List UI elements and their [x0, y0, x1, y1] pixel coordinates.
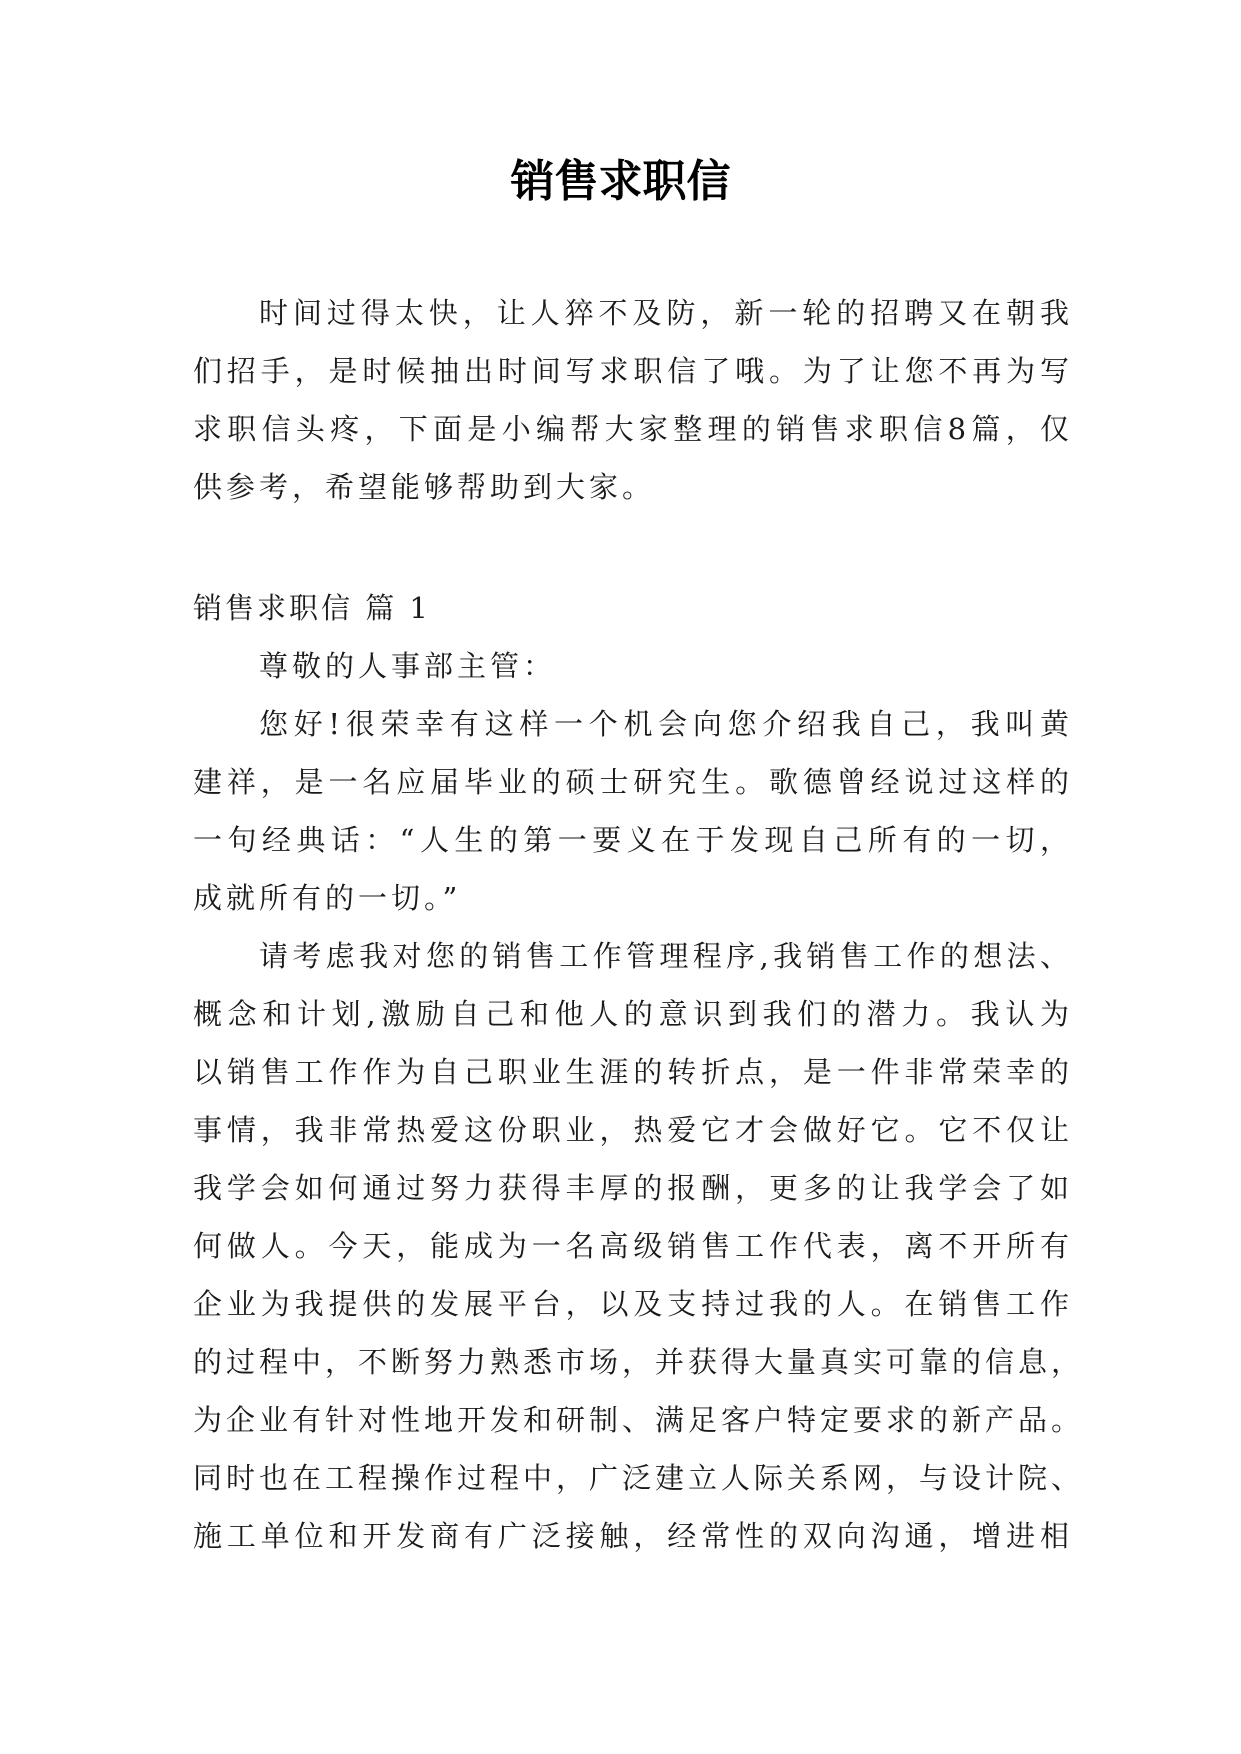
intro-line-4: 供参考，希望能够帮助到大家。 [193, 470, 656, 504]
intro-line-1: 时间过得太快，让人猝不及防，新一轮的招聘又在朝我 [259, 296, 1073, 330]
para1-line-1: 您好!很荣幸有这样一个机会向您介绍我自己，我叫黄 [259, 707, 1073, 741]
para2-line-5: 我学会如何通过努力获得丰厚的报酬，更多的让我学会了如 [193, 1171, 1073, 1205]
para1-line-2: 建祥，是一名应届毕业的硕士研究生。歌德曾经说过这样的 [193, 765, 1073, 799]
intro-line-2: 们招手，是时候抽出时间写求职信了哦。为了让您不再为写 [193, 354, 1073, 388]
document-title: 销售求职信 [510, 156, 731, 207]
para2-line-6: 何做人。今天，能成为一名高级销售工作代表，离不开所有 [193, 1229, 1073, 1263]
para2-line-9: 为企业有针对性地开发和研制、满足客户特定要求的新产品。 [193, 1403, 1085, 1437]
para2-line-10: 同时也在工程操作过程中，广泛建立人际关系网，与设计院、 [193, 1461, 1085, 1495]
para1-line-3: 一句经典话：“人生的第一要义在于发现自己所有的一切， [193, 823, 1073, 857]
para2-line-4: 事情，我非常热爱这份职业，热爱它才会做好它。它不仅让 [193, 1113, 1073, 1147]
section-heading: 销售求职信 篇 1 [193, 591, 431, 625]
para2-line-7: 企业为我提供的发展平台，以及支持过我的人。在销售工作 [193, 1287, 1073, 1321]
para2-line-11: 施工单位和开发商有广泛接触，经常性的双向沟通，增进相 [193, 1519, 1073, 1553]
intro-line-3: 求职信头疼，下面是小编帮大家整理的销售求职信8篇，仅 [193, 412, 1073, 446]
para2-line-8: 的过程中，不断努力熟悉市场，并获得大量真实可靠的信息， [193, 1345, 1085, 1379]
para2-line-1: 请考虑我对您的销售工作管理程序,我销售工作的想法、 [259, 939, 1073, 973]
para2-line-2: 概念和计划,激励自己和他人的意识到我们的潜力。我认为 [193, 997, 1073, 1031]
salutation: 尊敬的人事部主管： [259, 649, 557, 683]
para2-line-3: 以销售工作作为自己职业生涯的转折点，是一件非常荣幸的 [193, 1055, 1073, 1089]
para1-line-4: 成就所有的一切。” [193, 881, 462, 915]
